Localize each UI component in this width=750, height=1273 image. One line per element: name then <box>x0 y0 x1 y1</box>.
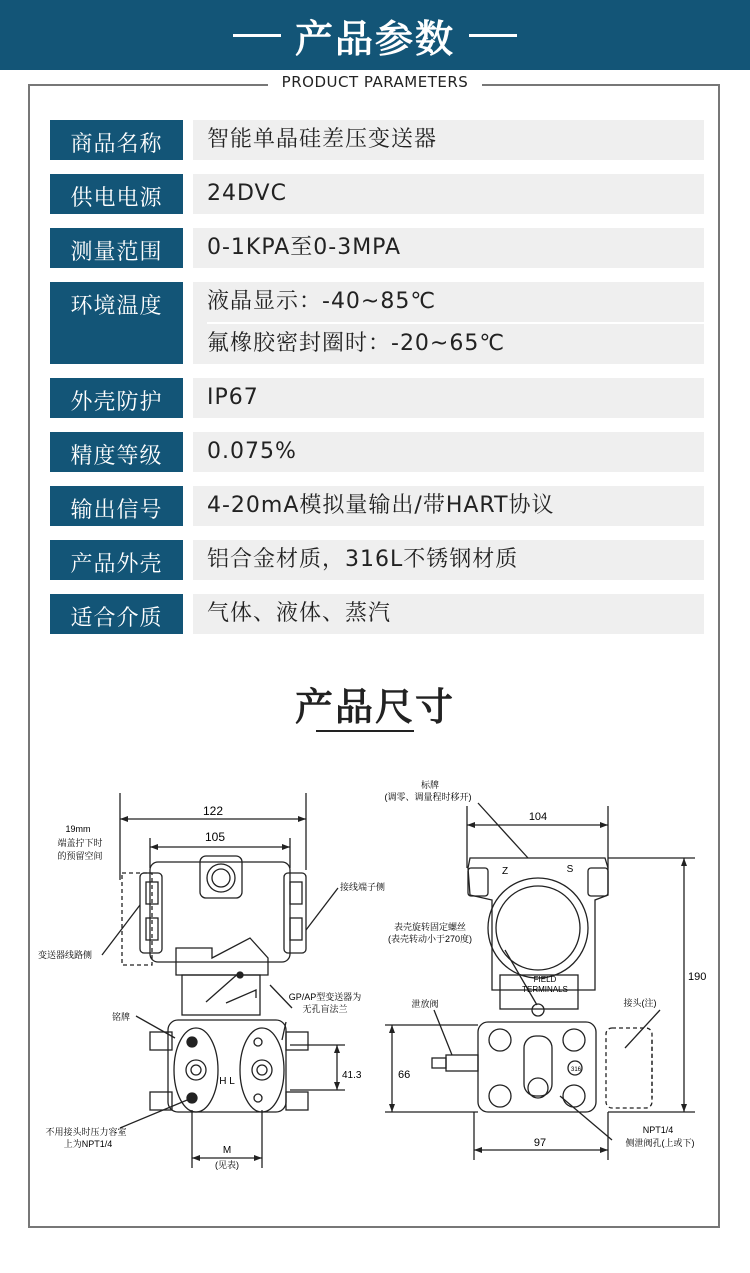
dim-105: 105 <box>204 830 226 844</box>
param-value-line: IP67 <box>207 385 259 410</box>
param-value-line: 气体、液体、蒸汽 <box>207 601 392 626</box>
label-field-2: TERMINALS <box>522 985 568 994</box>
param-label: 测量范围 <box>50 228 183 268</box>
label-tag-2: (调零、调量程时移开) <box>384 792 472 802</box>
label-s: S <box>566 864 574 875</box>
param-label: 精度等级 <box>50 432 183 472</box>
note-19mm-2: 端盖拧下时 <box>57 838 103 848</box>
dim-190: 190 <box>688 971 707 983</box>
note-19mm-3: 的预留空间 <box>57 851 103 861</box>
label-nameplate: 铭牌 <box>112 1012 131 1022</box>
label-screw-1: 表壳旋转固定螺丝 <box>393 922 467 932</box>
param-value-line: 0.075% <box>207 439 297 464</box>
label-fitting: 接头(注) <box>623 998 657 1008</box>
label-circuit-side: 变送器线路侧 <box>38 950 93 960</box>
dim-97: 97 <box>533 1137 547 1149</box>
label-gp-ap-2: 无孔盲法兰 <box>302 1004 348 1014</box>
param-label: 商品名称 <box>50 120 183 160</box>
dim-41-3: 41.3 <box>342 1070 362 1081</box>
param-value-line: 智能单晶硅差压变送器 <box>207 127 438 152</box>
label-screw-2: (表壳转动小于270度) <box>387 934 473 944</box>
mark-316: 316 <box>570 1067 582 1073</box>
label-field-1: FIELD <box>533 975 557 984</box>
label-npt-vent-2: 侧泄阀孔(上或下) <box>625 1138 695 1148</box>
param-label: 输出信号 <box>50 486 183 526</box>
param-label: 适合介质 <box>50 594 183 634</box>
dim-m-note: (见表) <box>215 1160 239 1170</box>
dim-122: 122 <box>202 804 224 818</box>
page-title: 产品参数 <box>294 16 455 61</box>
param-label: 产品外壳 <box>50 540 183 580</box>
param-value-line: 24DVC <box>207 181 287 206</box>
param-value-line: 铝合金材质，316L不锈钢材质 <box>207 547 519 572</box>
label-z: Z <box>501 866 509 877</box>
label-tag-1: 标牌 <box>420 780 440 790</box>
label-terminal-side: 接线端子侧 <box>340 882 386 892</box>
param-value-line: 氟橡胶密封圈时：-20~65℃ <box>207 322 704 364</box>
dimensions-title: 产品尺寸 <box>294 685 455 729</box>
label-drain-valve: 泄放阀 <box>411 999 439 1009</box>
label-hl: H L <box>219 1076 235 1087</box>
note-19mm-1: 19mm <box>65 824 91 834</box>
param-label: 环境温度 <box>50 282 183 364</box>
param-value-line: 0-1KPA至0-3MPA <box>207 235 402 260</box>
label-npt-vent-1: NPT1/4 <box>642 1125 674 1135</box>
label-npt-note-2: 上为NPT1/4 <box>63 1139 113 1149</box>
dim-66: 66 <box>398 1069 411 1081</box>
param-label: 外壳防护 <box>50 378 183 418</box>
label-gp-ap-1: GP/AP型变送器为 <box>288 992 362 1002</box>
param-value-line: 4-20mA模拟量输出/带HART协议 <box>207 493 555 518</box>
page-subtitle: PRODUCT PARAMETERS <box>268 73 483 91</box>
label-npt-note-1: 不用接头时压力容室 <box>45 1127 127 1137</box>
dim-104: 104 <box>528 811 548 823</box>
param-value-line: 液晶显示：-40~85℃ <box>207 289 437 314</box>
dim-m: M <box>222 1145 232 1156</box>
param-label: 供电电源 <box>50 174 183 214</box>
